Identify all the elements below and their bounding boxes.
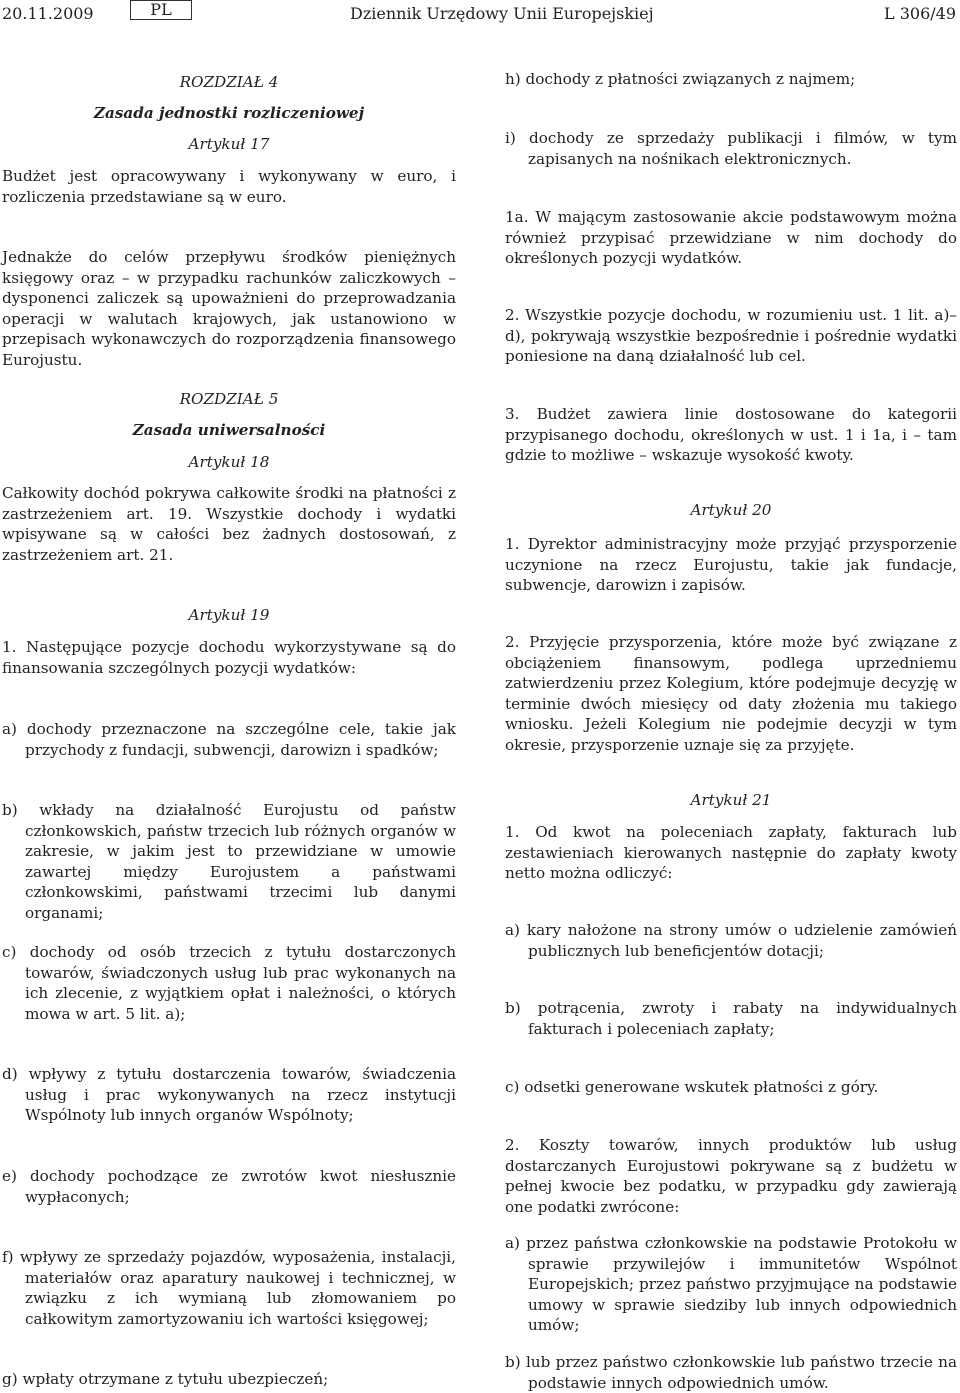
list-item: b) wkłady na działalność Eurojustu od państw członkowskich, państw trzecich lub różnych organów w zakresie, w jakim jest to przewidziane w umowie zawartej między Eurojustem a państwami członkowskimi, państwami trzecimi lub danymi organami; — [2, 801, 456, 922]
article-18-paragraph: Całkowity dochód pokrywa całkowite środki na płatności z zastrzeżeniem art. 19. Wszystkie dochody i wydatki wpisywane są w całości bez żadnych dostosowań, z zastrzeżeniem art. 21. — [2, 484, 456, 564]
list-item: a) dochody przeznaczone na szczególne cele, takie jak przychody z fundacji, subwencji, darowizn i spadków; — [2, 720, 456, 759]
list-item: c) odsetki generowane wskutek płatności z góry. — [505, 1078, 879, 1096]
header-date: 20.11.2009 — [2, 4, 94, 23]
article-17-paragraph-1: Budżet jest opracowywany i wykonywany w euro, i rozliczenia przedstawiane są w euro. — [2, 167, 456, 206]
header-journal-title: Dziennik Urzędowy Unii Europejskiej — [350, 4, 654, 23]
page-header — [0, 0, 960, 30]
chapter-4-title: Zasada jednostki rozliczeniowej — [93, 104, 365, 122]
header-language-box: PL — [130, 0, 192, 20]
paragraph-3: 3. Budżet zawiera linie dostosowane do kategorii przypisanego dochodu, określonych w ust. 1 i 1a, i – tam gdzie to możliwe – wskazuje wysokość kwoty. — [505, 405, 957, 464]
paragraph-1a: 1a. W mającym zastosowanie akcie podstawowym można również przypisać przewidziane w nim dochody do określonych pozycji wydatków. — [505, 208, 957, 267]
article-21-label: Artykuł 21 — [690, 791, 772, 809]
chapter-5-title: Zasada uniwersalności — [132, 421, 326, 439]
article-17-label: Artykuł 17 — [188, 135, 270, 153]
list-item: c) dochody od osób trzecich z tytułu dostarczonych towarów, świadczonych usług lub prac wykonanych na ich zlecenie, z wyjątkiem opłat i należności, o których mowa w art. 5 lit. a); — [2, 943, 456, 1023]
list-item: a) przez państwa członkowskie na podstawie Protokołu w sprawie przywilejów i immunitetów Wspólnot Europejskich; przez państwo przyjmujące na podstawie umowy w sprawie siedziby lub innych odpowiednich umów; — [505, 1234, 957, 1334]
list-item: f) wpływy ze sprzedaży pojazdów, wyposażenia, instalacji, materiałów oraz aparatury naukowej i technicznej, w związku z ich wymianą lub złomowaniem po całkowitym zamortyzowaniu ich wartości księgowej; — [2, 1248, 456, 1328]
list-item: g) wpłaty otrzymane z tytułu ubezpieczeń; — [2, 1370, 329, 1388]
article-20-paragraph-2: 2. Przyjęcie przysporzenia, które może być związane z obciążeniem finansowym, podlega uprzedniemu zatwierdzeniu przez Kolegium, które podejmuje decyzję w terminie dwóch miesięcy od daty złożenia mu takiego wniosku. Jeżeli Kolegium nie podejmie decyzji w tym okresie, przysporzenie uznaje się za przyjęte. — [505, 633, 957, 754]
article-21-paragraph-2: 2. Koszty towarów, innych produktów lub usług dostarczanych Eurojustowi pokrywane są z budżetu w pełnej kwocie bez podatku, w przypadku gdy zawierają one podatki zwrócone: — [505, 1136, 957, 1216]
paragraph-2: 2. Wszystkie pozycje dochodu, w rozumieniu ust. 1 lit. a)–d), pokrywają wszystkie bezpośrednie i pośrednie wydatki poniesione na daną działalność lub cel. — [505, 306, 957, 365]
list-item: e) dochody pochodzące ze zwrotów kwot niesłusznie wypłaconych; — [2, 1167, 456, 1206]
list-item: a) kary nałożone na strony umów o udzielenie zamówień publicznych lub beneficjentów dotacji; — [505, 921, 957, 960]
chapter-4-label: ROZDZIAŁ 4 — [179, 73, 279, 91]
article-19-label: Artykuł 19 — [188, 606, 270, 624]
article-20-label: Artykuł 20 — [690, 501, 772, 519]
article-21-paragraph-1: 1. Od kwot na poleceniach zapłaty, fakturach lub zestawieniach kierowanych następnie do zapłaty kwoty netto można odliczyć: — [505, 823, 957, 882]
list-item: b) potrącenia, zwroty i rabaty na indywidualnych fakturach i poleceniach zapłaty; — [505, 999, 957, 1038]
list-item: d) wpływy z tytułu dostarczenia towarów, świadczenia usług i prac wykonywanych na rzecz instytucji Wspólnoty lub innych organów Wspólnoty; — [2, 1065, 456, 1124]
list-item-i: i) dochody ze sprzedaży publikacji i filmów, w tym zapisanych na nośnikach elektronicznych. — [505, 129, 957, 168]
article-20-paragraph-1: 1. Dyrektor administracyjny może przyjąć przysporzenie uczynione na rzecz Eurojustu, takie jak fundacje, subwencje, darowizn i zapisów. — [505, 535, 957, 594]
list-item-h: h) dochody z płatności związanych z najmem; — [505, 70, 856, 88]
list-item: b) lub przez państwo członkowskie lub państwo trzecie na podstawie innych odpowiednich umów. — [505, 1353, 957, 1392]
article-17-paragraph-2: Jednakże do celów przepływu środków pieniężnych księgowy oraz – w przypadku rachunków zaliczkowych – dysponenci zaliczek są upoważnieni do przeprowadzania operacji w walutach krajowych, jak ustanowiono w przepisach wykonawczych do rozporządzenia finansowego Eurojustu. — [2, 248, 456, 369]
chapter-5-label: ROZDZIAŁ 5 — [179, 390, 279, 408]
header-page-number: L 306/49 — [884, 4, 956, 23]
article-18-label: Artykuł 18 — [188, 453, 270, 471]
article-19-paragraph-1: 1. Następujące pozycje dochodu wykorzystywane są do finansowania szczególnych pozycji wydatków: — [2, 638, 456, 677]
